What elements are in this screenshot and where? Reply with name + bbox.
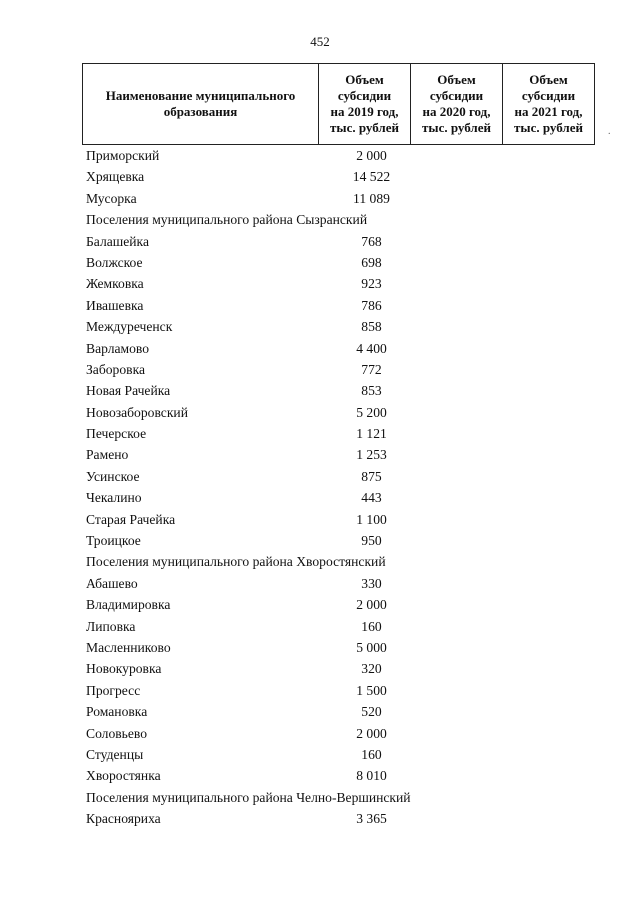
- header-text: Объем: [437, 72, 476, 87]
- subsidy-2019-value: 875: [361, 468, 382, 484]
- header-name-column: [83, 64, 319, 145]
- section-heading: Поселения муниципального района Сызранский: [86, 212, 368, 228]
- subsidy-2019-value: 5 200: [356, 404, 387, 420]
- municipality-name: Новозаборовский: [86, 404, 188, 420]
- municipality-name: Приморский: [86, 148, 160, 163]
- header-text: субсидии: [337, 88, 392, 103]
- subsidy-2019-value: 950: [361, 533, 382, 549]
- municipality-name: Жемковка: [86, 276, 144, 292]
- municipality-name: Новокуровка: [86, 661, 162, 677]
- subsidy-2019-value: 11 089: [353, 190, 390, 206]
- header-text: тыс. рублей: [514, 120, 583, 135]
- header-2019-column: [319, 64, 411, 145]
- municipality-name: Рамено: [86, 447, 129, 463]
- subsidy-2019-value: 320: [361, 661, 382, 677]
- subsidy-2019-value: 2 000: [356, 597, 387, 613]
- header-text: Наименование муниципального: [105, 88, 296, 103]
- header-2021-column: [503, 64, 595, 145]
- municipality-name: Масленниково: [86, 639, 171, 655]
- subsidy-2019-value: 772: [361, 361, 382, 377]
- subsidy-2019-value: 853: [361, 383, 382, 399]
- subsidy-2019-value: 330: [361, 575, 382, 591]
- header-2020-column: [411, 64, 503, 145]
- header-text: субсидии: [521, 88, 576, 103]
- subsidy-2019-value: 14 522: [352, 169, 391, 185]
- municipality-name: Хрящевка: [86, 169, 145, 185]
- header-text: Объем: [529, 72, 568, 87]
- municipality-name: Краснояриха: [86, 811, 161, 827]
- section-heading: Поселения муниципального района Хворостянский: [86, 554, 386, 570]
- header-text: субсидии: [429, 88, 484, 103]
- header-text: образования: [163, 104, 238, 119]
- subsidy-2019-value: 1 500: [356, 682, 387, 698]
- municipality-name: Мусорка: [86, 190, 137, 206]
- municipality-name: Усинское: [86, 468, 140, 484]
- municipality-name: Хворостянка: [86, 768, 161, 784]
- subsidy-2019-value: 923: [361, 276, 382, 292]
- subsidy-2019-value: 160: [361, 618, 382, 634]
- section-heading: Поселения муниципального района Челно-Вершинский: [86, 789, 411, 805]
- subsidy-2019-value: 698: [361, 254, 382, 270]
- municipality-name: Варламово: [86, 340, 150, 356]
- header-text: на 2019 год,: [330, 104, 399, 119]
- subsidy-2019-value: 1 253: [356, 447, 387, 463]
- municipality-name: Междуреченск: [86, 319, 173, 335]
- municipality-name: Соловьево: [86, 725, 148, 741]
- municipality-name: Заборовка: [86, 361, 146, 377]
- subsidy-2019-value: 768: [361, 233, 382, 249]
- municipality-name: Романовка: [86, 704, 148, 720]
- municipality-name: Прогресс: [86, 682, 141, 698]
- subsidy-2019-value: 786: [361, 297, 382, 313]
- municipality-name: Чекалино: [86, 490, 142, 506]
- subsidy-2019-value: 2 000: [356, 725, 387, 741]
- table-header: [82, 63, 595, 145]
- subsidy-2019-value: 160: [361, 746, 382, 762]
- subsidy-2019-value: 858: [361, 319, 382, 335]
- subsidy-2019-value: 520: [361, 704, 382, 720]
- municipality-name: Владимировка: [86, 597, 171, 613]
- municipality-name: Печерское: [86, 426, 147, 442]
- subsidy-2019-value: 5 000: [356, 639, 387, 655]
- subsidy-2019-value: 1 121: [356, 426, 387, 442]
- header-text: Объем: [345, 72, 384, 87]
- municipality-name: Липовка: [86, 618, 136, 634]
- page-number: 452: [310, 34, 330, 49]
- subsidy-2019-value: 3 365: [356, 811, 387, 827]
- municipality-name: Новая Рачейка: [86, 383, 171, 399]
- municipality-name: Абашево: [86, 575, 138, 591]
- header-text: тыс. рублей: [330, 120, 399, 135]
- subsidy-2019-value: 2 000: [356, 148, 387, 163]
- subsidy-2019-value: 443: [361, 490, 382, 506]
- subsidy-2019-value: 1 100: [356, 511, 387, 527]
- margin-mark: .: [608, 126, 611, 137]
- municipality-name: Старая Рачейка: [86, 511, 176, 527]
- municipality-name: Балашейка: [86, 233, 149, 249]
- municipality-name: Волжское: [86, 254, 143, 270]
- subsidy-2019-value: 8 010: [356, 768, 387, 784]
- municipality-name: Ивашевка: [86, 297, 144, 313]
- subsidy-2019-value: 4 400: [356, 340, 387, 356]
- header-text: на 2021 год,: [514, 104, 583, 119]
- municipality-name: Студенцы: [86, 746, 144, 762]
- header-text: на 2020 год,: [422, 104, 491, 119]
- header-text: тыс. рублей: [422, 120, 491, 135]
- municipality-name: Троицкое: [86, 533, 141, 549]
